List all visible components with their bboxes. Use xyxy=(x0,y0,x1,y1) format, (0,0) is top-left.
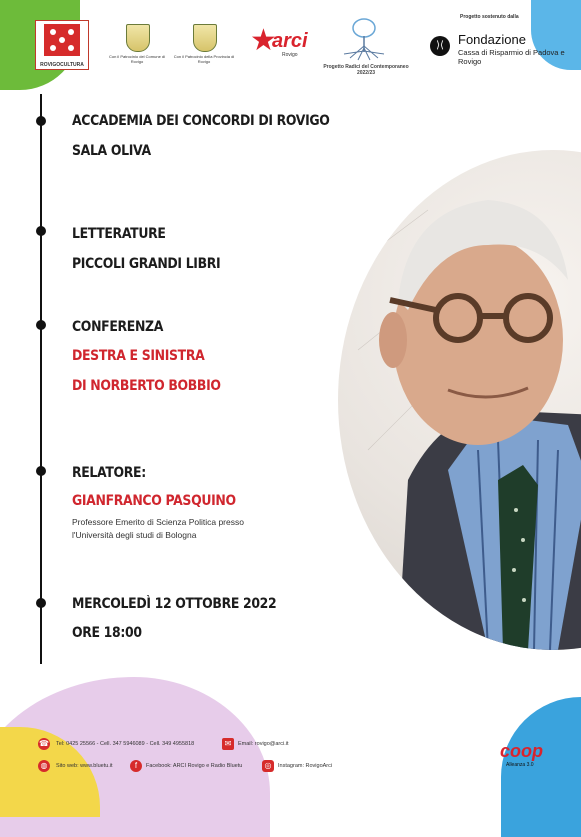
event-time: ORE 18:00 xyxy=(72,625,142,641)
timeline-dot xyxy=(36,320,46,330)
timeline-dot xyxy=(36,116,46,126)
phone-numbers: Tel: 0425 25566 - Cell. 347 5946089 - Cell. 349 4955818 xyxy=(56,741,195,747)
comune-crest-icon xyxy=(126,24,150,52)
series-line-1: LETTERATURE xyxy=(72,226,166,242)
speaker-label: RELATORE: xyxy=(72,465,146,481)
venue-line-2: SALA OLIVA xyxy=(72,143,151,159)
timeline-line xyxy=(40,94,42,664)
rovigocultura-label: ROVIGOCULTURA xyxy=(40,62,84,68)
instagram-account[interactable]: Instagram: RovigoArci xyxy=(278,763,333,769)
event-date: MERCOLEDÌ 12 OTTOBRE 2022 xyxy=(72,596,277,612)
provincia-crest-icon xyxy=(193,24,217,52)
event-type: CONFERENZA xyxy=(72,319,164,335)
facebook-page[interactable]: Facebook: ARCI Rovigo e Radio Bluetu xyxy=(146,763,243,769)
conference-title-line-2: DI NORBERTO BOBBIO xyxy=(72,378,221,394)
rovigocultura-logo xyxy=(35,20,89,70)
comune-caption: Con il Patrocinio del Comune di Rovigo xyxy=(108,54,166,64)
arci-logo xyxy=(250,24,312,60)
email-icon: ✉ xyxy=(222,738,234,750)
facebook-icon: f xyxy=(130,760,142,772)
provincia-caption: Con il Patrocinio della Provincia di Rovigo xyxy=(173,54,235,64)
venue-line-1: ACCADEMIA DEI CONCORDI DI ROVIGO xyxy=(72,113,330,129)
tree-roots-icon xyxy=(340,18,388,62)
fondazione-subtitle: Cassa di Risparmio di Padova e Rovigo xyxy=(458,48,565,66)
coop-logo: coop xyxy=(500,741,543,761)
arci-city: Rovigo xyxy=(282,52,298,58)
email-address[interactable]: Email: rovigo@arci.it xyxy=(238,741,289,747)
website[interactable]: Sito web: www.bluetu.it xyxy=(56,763,113,769)
timeline-dot xyxy=(36,598,46,608)
globe-icon: ◍ xyxy=(38,760,50,772)
series-line-2: PICCOLI GRANDI LIBRI xyxy=(72,256,221,272)
conference-title-line-1: DESTRA E SINISTRA xyxy=(72,348,205,364)
timeline-dot xyxy=(36,226,46,236)
fondazione-top-label: Progetto sostenuto dalla xyxy=(460,14,519,20)
fondazione-name: Fondazione xyxy=(458,32,526,47)
timeline-dot xyxy=(36,466,46,476)
instagram-icon: ◎ xyxy=(262,760,274,772)
dice-icon xyxy=(44,24,80,56)
star-icon: ★ xyxy=(250,24,277,57)
phone-icon: ☎ xyxy=(39,739,49,748)
speaker-role-line-1: Professore Emerito di Scienza Politica presso xyxy=(72,517,244,527)
speaker-role-line-2: l'Università degli studi di Bologna xyxy=(72,530,197,540)
speaker-portrait xyxy=(338,150,581,650)
fondazione-logo-icon: ⟩⟨ xyxy=(430,36,450,56)
progetto-caption: Progetto Radici del Contemporaneo 2022/23 xyxy=(323,64,409,76)
coop-subtitle: Alleanza 3.0 xyxy=(506,762,534,768)
arci-wordmark: arci xyxy=(272,30,308,52)
speaker-name: GIANFRANCO PASQUINO xyxy=(72,493,236,509)
